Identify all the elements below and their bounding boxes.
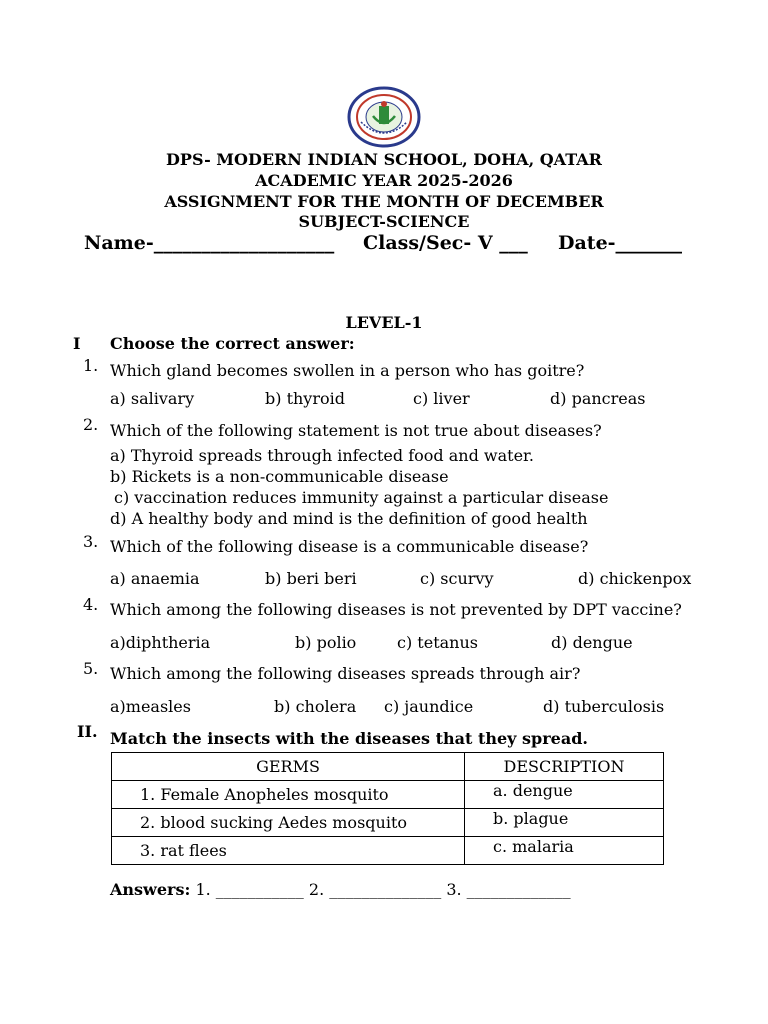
option: a) salivary xyxy=(110,389,195,408)
question-number: 4. xyxy=(83,595,99,614)
question-text: Which among the following diseases is not prevented by DPT vaccine? xyxy=(110,600,682,619)
question-number: 2. xyxy=(83,415,99,434)
option: b) beri beri xyxy=(265,569,357,588)
option: a)measles xyxy=(110,697,191,716)
option: b) thyroid xyxy=(265,389,345,408)
answers-line xyxy=(110,880,571,899)
table-row xyxy=(112,781,664,809)
question-number: 3. xyxy=(83,532,99,551)
description-cell: b. plague xyxy=(465,809,664,837)
option: b) cholera xyxy=(274,697,357,716)
column-header-description: DESCRIPTION xyxy=(465,753,664,781)
option: c) tetanus xyxy=(397,633,478,652)
option: c) liver xyxy=(413,389,470,408)
school-title: DPS- MODERN INDIAN SCHOOL, DOHA, QATAR xyxy=(166,150,602,169)
answers-label: Answers: xyxy=(110,880,191,899)
class-field-label: Class/Sec- V ___ xyxy=(363,232,528,254)
academic-year: ACADEMIC YEAR 2025-2026 xyxy=(255,171,513,190)
assignment-title: ASSIGNMENT FOR THE MONTH OF DECEMBER xyxy=(164,192,604,211)
option: c) jaundice xyxy=(384,697,474,716)
option: b) polio xyxy=(295,633,357,652)
description-cell: a. dengue xyxy=(465,781,664,809)
table-row xyxy=(112,809,664,837)
option: a) Thyroid spreads through infected food and water. xyxy=(110,446,535,465)
option: c) scurvy xyxy=(420,569,494,588)
option: b) Rickets is a non-communicable disease xyxy=(110,467,449,486)
option: d) chickenpox xyxy=(578,569,692,588)
option: d) tuberculosis xyxy=(543,697,665,716)
question-text: Which among the following diseases spreads through air? xyxy=(110,664,581,683)
answers-blanks: 1. ___________ 2. ______________ 3. _____________ xyxy=(195,880,571,899)
description-cell: c. malaria xyxy=(465,837,664,865)
question-text: Which gland becomes swollen in a person who has goitre? xyxy=(110,361,585,380)
question-text: Which of the following statement is not true about diseases? xyxy=(110,421,602,440)
section-1-number: I xyxy=(73,334,81,353)
school-logo xyxy=(347,86,421,148)
option: c) vaccination reduces immunity against a particular disease xyxy=(114,488,609,507)
germ-cell: 1. Female Anopheles mosquito xyxy=(112,781,465,809)
section-1-title: Choose the correct answer: xyxy=(110,334,355,353)
section-2-title: Match the insects with the diseases that they spread. xyxy=(110,729,588,748)
level-heading: LEVEL-1 xyxy=(345,313,423,332)
name-field-label: Name-___________________ xyxy=(84,232,335,254)
germ-cell: 2. blood sucking Aedes mosquito xyxy=(112,809,465,837)
table-row xyxy=(112,837,664,865)
option: a) anaemia xyxy=(110,569,200,588)
date-field-label: Date-_______ xyxy=(558,232,683,254)
question-text: Which of the following disease is a communicable disease? xyxy=(110,537,589,556)
option: d) pancreas xyxy=(550,389,646,408)
match-table xyxy=(111,752,664,865)
option: d) A healthy body and mind is the definition of good health xyxy=(110,509,588,528)
question-number: 5. xyxy=(83,659,99,678)
section-2-number: II. xyxy=(77,722,98,741)
table-header-row xyxy=(112,753,664,781)
germ-cell: 3. rat flees xyxy=(112,837,465,865)
option: a)diphtheria xyxy=(110,633,211,652)
column-header-germs: GERMS xyxy=(112,753,465,781)
option: d) dengue xyxy=(551,633,633,652)
subject-title: SUBJECT-SCIENCE xyxy=(298,212,470,231)
question-number: 1. xyxy=(83,356,99,375)
